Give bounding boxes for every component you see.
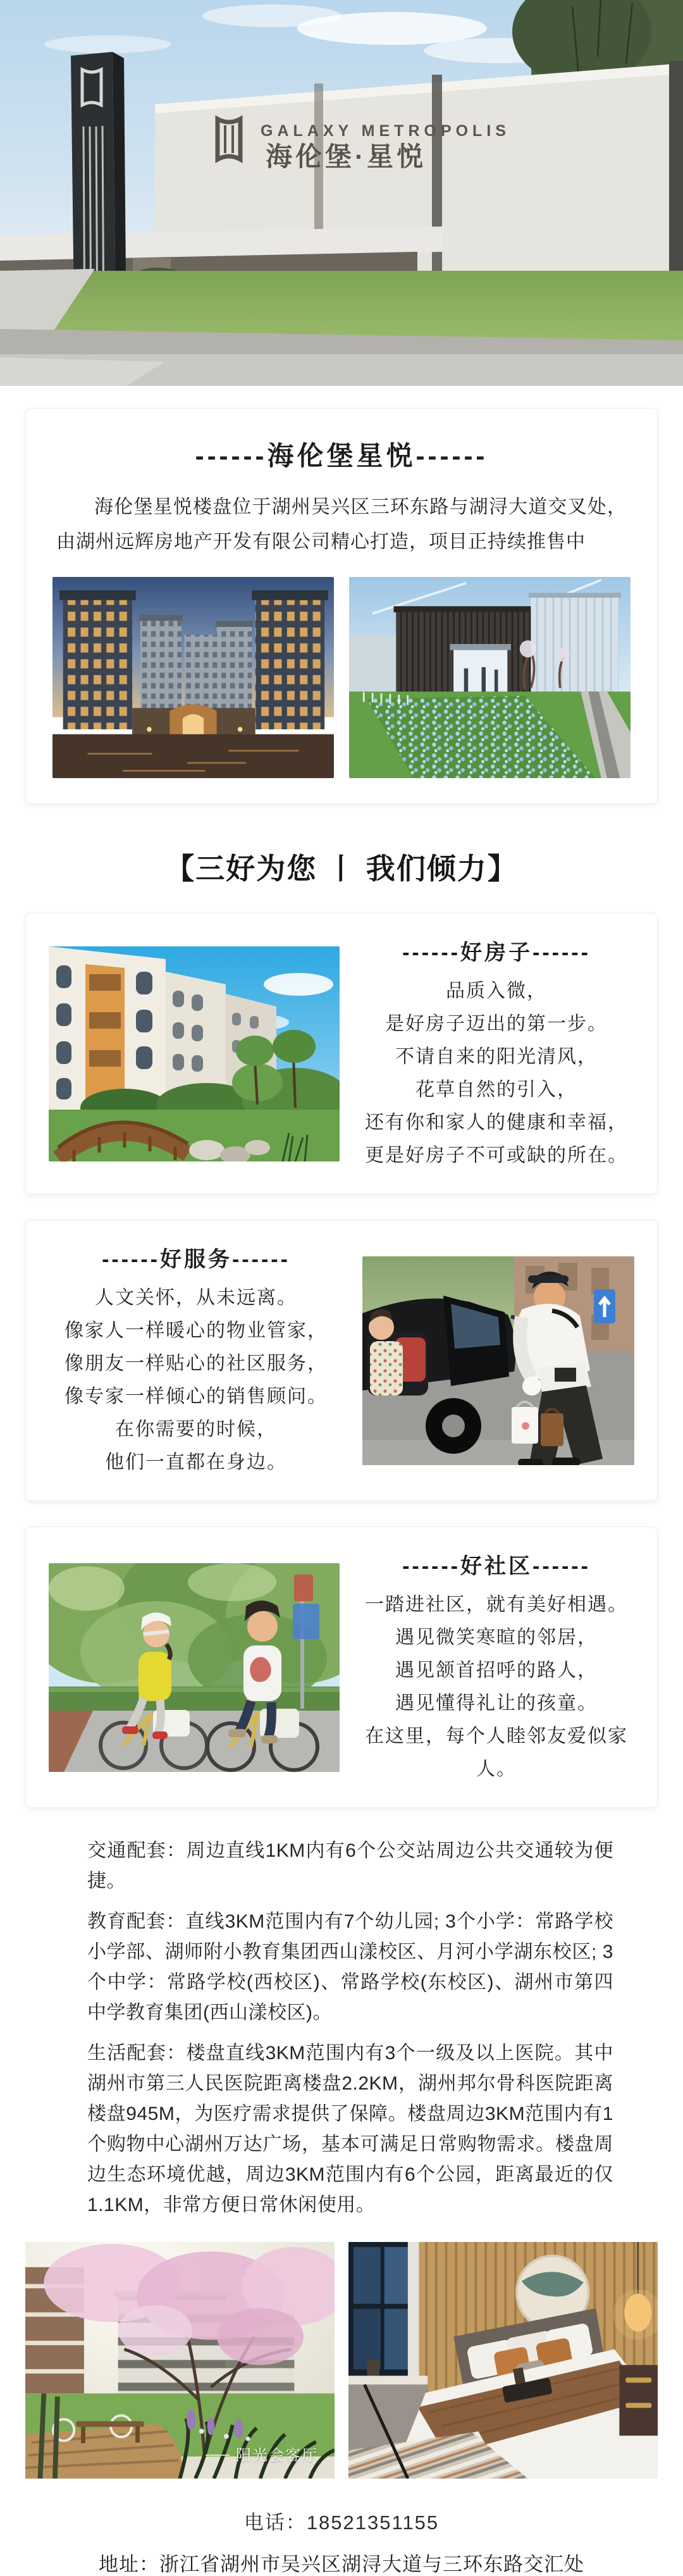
clubhouse-flowers-render-image <box>349 577 631 778</box>
amenities-section <box>87 1836 613 2220</box>
good-service-card <box>25 1220 658 1501</box>
phone-number: 18521351155 <box>306 2511 440 2534</box>
hero-photo <box>0 0 683 386</box>
image-watermark: 阳光会客厅 <box>206 2443 318 2465</box>
clubhouse-flowers-render <box>349 577 631 778</box>
courtyard-buildings-photo <box>49 946 340 1161</box>
contact-footer <box>0 2511 683 2576</box>
entrance-gate-photo <box>0 0 683 386</box>
good-service-text: ------好服务------ 人文关怀，从未远离。 像家人一样暖心的物业管家， 像朋友一样贴心的社区服务， 像专家一样倾心的销售顾问。 在你需要的时候， 他们一直都在身边。 <box>49 1242 343 1479</box>
residence-dusk-render <box>52 577 334 778</box>
address-text: 浙江省湖州市吴兴区湖浔大道与三环东路交汇处 <box>159 2553 584 2575</box>
amenity-living-label: 生活配套： <box>87 2043 187 2064</box>
bottom-gallery <box>25 2242 658 2479</box>
amenity-transport-label: 交通配套： <box>87 1840 187 1861</box>
amenity-living-text: 楼盘直线3KM范围内有3个一级及以上医院。其中湖州市第三人民医院距离楼盘2.2KM，湖州邦尔骨科医院距离楼盘945M，为医疗需求提供了保障。楼盘周边3KM范围内有1个购物中心湖州万达广场，基本可满足日常购物需求。楼盘周边生态环境优越，周边3KM范围内有6个公园，距离最近的仅1.1KM，非常方便日常休闲使用。 <box>87 2043 614 2215</box>
amenity-education-text: 直线3KM范围内有7个幼儿园; 3个小学：常路学校小学部、湖师附小教育集团西山漾校区、月河小学湖东校区; 3个中学：常路学校(西校区)、常路学校(东校区)、湖州市第四中学教育集团(西山漾校区)。 <box>87 1911 613 2023</box>
amenity-transport-text: 周边直线1KM内有6个公交站周边公共交通较为便捷。 <box>87 1840 614 1892</box>
intro-title: ------海伦堡星悦------ <box>195 441 488 471</box>
bedroom-interior-photo <box>348 2242 658 2479</box>
amenity-education <box>87 1907 613 2028</box>
good-community-text: ------好社区------ 一踏进社区，就有美好相遇。 遇见微笑寒暄的邻居， 遇见颔首招呼的路人， 遇见懂得礼让的孩童。 在这里，每个人睦邻友爱似家人。 <box>359 1549 634 1786</box>
intro-body: 海伦堡星悦楼盘位于湖州吴兴区三环东路与湖浔大道交叉处，由湖州远辉房地产开发有限公司精心打造，项目正持续推售中 <box>56 497 627 552</box>
amenity-living <box>87 2038 613 2220</box>
good-service-title: ------好服务------ <box>102 1248 290 1272</box>
couple-cycling-photo <box>49 1563 340 1772</box>
good-house-text: ------好房子------ 品质入微， 是好房子迈出的第一步。 不请自来的阳光清风， 花草自然的引入， 还有你和家人的健康和幸福， 更是好房子不可或缺的所在。 <box>359 935 634 1172</box>
good-house-card <box>25 913 658 1194</box>
phone-label: 电话： <box>243 2511 307 2534</box>
sign-text-cn: 海伦堡·星悦 <box>266 142 426 171</box>
address-label: 地址： <box>99 2553 159 2575</box>
garden-blossom-image <box>25 2242 335 2479</box>
bedroom-interior-image <box>348 2242 658 2479</box>
valet-service-photo <box>362 1256 634 1465</box>
phone-line <box>0 2511 683 2534</box>
intro-image-row <box>52 577 631 778</box>
amenity-transport <box>87 1836 613 1897</box>
sign-text-en: GALAXY METROPOLIS <box>261 122 510 140</box>
good-community-image <box>49 1563 340 1772</box>
good-community-title: ------好社区------ <box>402 1554 591 1578</box>
good-house-image <box>49 946 340 1161</box>
address-line <box>0 2553 683 2576</box>
good-service-image <box>362 1256 634 1465</box>
amenity-education-label: 教育配套： <box>87 1911 186 1932</box>
residence-dusk-render-image <box>52 577 334 778</box>
good-community-card <box>25 1526 658 1808</box>
section-heading: 【三好为您 丨 我们倾力】 <box>165 852 518 885</box>
intro-card <box>25 408 658 804</box>
good-house-title: ------好房子------ <box>402 941 591 965</box>
